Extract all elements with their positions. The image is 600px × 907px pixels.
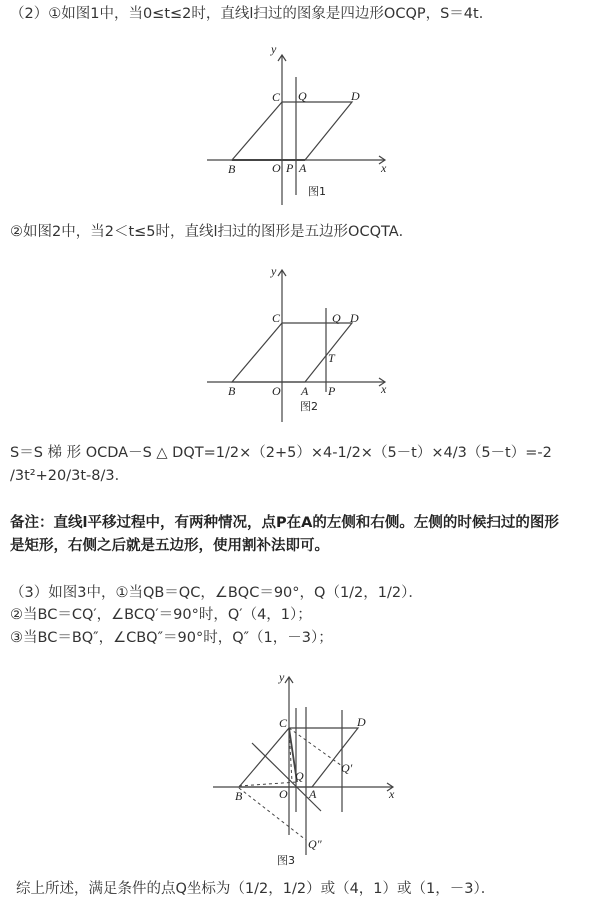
- svg-text:A: A: [301, 384, 309, 398]
- svg-text:Q′: Q′: [341, 761, 353, 775]
- y-axis-arrow-icon: [278, 55, 286, 61]
- note-line-1: 备注：直线l平移过程中，有两种情况，点P在A的左侧和右侧。左侧的时候扫过的图形: [10, 515, 559, 531]
- x-axis-arrow-icon: [379, 156, 385, 164]
- part2-case2-text: ②如图2中，当2＜t≤5时，直线l扫过的图形是五边形OCQTA．: [10, 224, 414, 240]
- svg-text:B: B: [235, 789, 243, 803]
- svg-text:T: T: [328, 351, 335, 365]
- svg-text:C: C: [272, 311, 281, 325]
- parallelogram-ABCD: [232, 102, 352, 160]
- svg-text:O: O: [272, 384, 281, 398]
- svg-text:A: A: [309, 787, 317, 801]
- part3-line-1: （3）如图3中，①当QB＝QC，∠BQC＝90°，Q（1/2，1/2）．: [10, 585, 423, 601]
- svg-text:P: P: [328, 384, 336, 398]
- svg-text:B: B: [228, 162, 236, 176]
- part3-line-2: ②当BC＝CQ′，∠BCQ′＝90°时，Q′（4，1）；: [10, 607, 312, 623]
- svg-text:y: y: [271, 264, 277, 278]
- svg-text:x: x: [389, 787, 395, 801]
- svg-text:y: y: [271, 42, 277, 56]
- svg-text:x: x: [381, 161, 387, 175]
- y-axis-arrow-icon: [278, 270, 286, 276]
- svg-text:图1: 图1: [308, 185, 326, 198]
- svg-text:O: O: [279, 787, 288, 801]
- conclusion-text: 综上所述，满足条件的点Q坐标为（1/2，1/2）或（4，1）或（1，－3）．: [16, 881, 496, 897]
- svg-text:D: D: [350, 311, 359, 325]
- y-axis-arrow-icon: [285, 677, 293, 683]
- formula-line-2: /3t²+20/3t-8/3．: [10, 468, 130, 484]
- part2-case1-text: （2）①如图1中，当0≤t≤2时，直线l扫过的图象是四边形OCQP，S＝4t．: [10, 6, 494, 22]
- svg-text:x: x: [381, 382, 387, 396]
- svg-text:A: A: [299, 161, 307, 175]
- svg-text:Q″: Q″: [308, 837, 322, 851]
- svg-text:D: D: [351, 89, 360, 103]
- svg-text:图3: 图3: [277, 854, 295, 867]
- part3-line-3: ③当BC＝BQ″，∠CBQ″＝90°时，Q″（1，－3）；: [10, 630, 333, 646]
- svg-text:Q: Q: [295, 769, 304, 783]
- x-axis-arrow-icon: [387, 783, 393, 791]
- parallelogram-ABCD: [239, 728, 358, 787]
- svg-text:Q: Q: [298, 89, 307, 103]
- svg-text:O: O: [272, 161, 281, 175]
- svg-text:Q: Q: [332, 311, 341, 325]
- svg-text:B: B: [228, 384, 236, 398]
- note-line-2: 是矩形，右侧之后就是五边形，使用割补法即可。: [10, 538, 329, 554]
- svg-text:C: C: [272, 90, 281, 104]
- svg-text:P: P: [286, 161, 294, 175]
- svg-text:C: C: [279, 716, 288, 730]
- x-axis-arrow-icon: [379, 378, 385, 386]
- svg-text:y: y: [279, 670, 285, 684]
- svg-text:图2: 图2: [300, 400, 318, 413]
- formula-line-1: S＝S 梯 形 OCDA－S △ DQT=1/2×（2+5）×4-1/2×（5－t）×4/3（5－t）=-2: [10, 445, 552, 461]
- perpendicular-bisector: [252, 743, 321, 811]
- svg-text:D: D: [357, 715, 366, 729]
- parallelogram-ABCD: [232, 323, 352, 382]
